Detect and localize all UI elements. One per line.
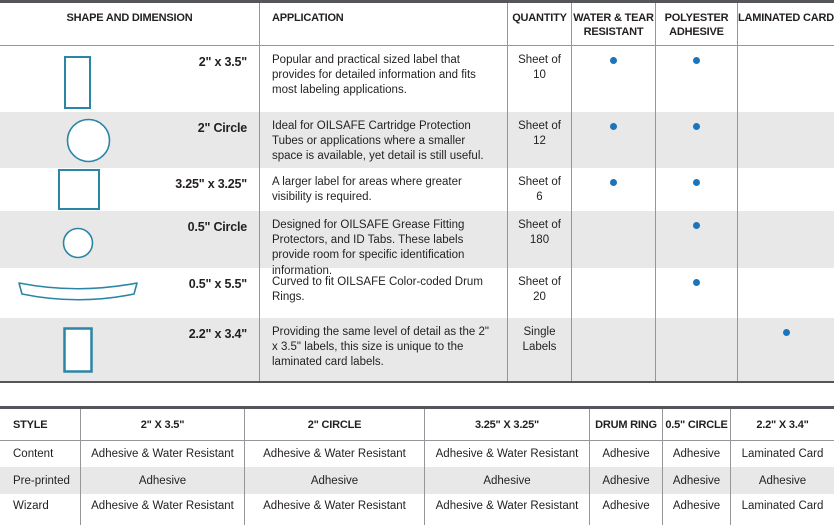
square-label-icon [58, 169, 100, 210]
style-value: Adhesive [590, 467, 663, 494]
style-value: Laminated Card [741, 500, 824, 512]
table-row [0, 211, 834, 277]
curved-band-label-icon [16, 278, 140, 306]
spec-table-header-row [0, 3, 834, 46]
application-text: Providing the same level of detail as the 2" x 3.5" labels, this size is unique to the laminated card labels. [260, 318, 508, 381]
laminated-card-label-icon [63, 327, 93, 373]
polyester-cell [656, 112, 738, 168]
polyester-cell [656, 318, 738, 381]
style-value: Adhesive & Water Resistant [245, 494, 425, 525]
table-row [0, 268, 834, 318]
feature-dot [693, 279, 700, 286]
header-style: STYLE [0, 409, 81, 440]
style-value: Adhesive [425, 467, 590, 494]
shape-dimension-cell [0, 112, 260, 168]
feature-dot [693, 179, 700, 186]
header-shape-and-dimension: SHAPE AND DIMENSION [0, 3, 260, 45]
laminated-cell [738, 112, 834, 168]
feature-dot [693, 222, 700, 229]
table-row [0, 467, 834, 494]
header-water-tear-resistant: WATER & TEAR RESISTANT [572, 3, 656, 45]
application-text: Popular and practical sized label that provides for detailed information and fits most labeling applications. [260, 46, 508, 112]
table-row [0, 168, 834, 211]
table-row [0, 318, 834, 381]
feature-dot [610, 123, 617, 130]
header-laminated-card: LAMINATED CARD [738, 12, 834, 24]
laminated-cell [738, 268, 834, 318]
shape-dimension-cell [0, 268, 260, 318]
header-quantity: QUANTITY [508, 3, 572, 45]
header-2x35: 2" X 3.5" [81, 409, 245, 440]
quantity-text: Sheet of 10 [508, 46, 572, 112]
polyester-cell [656, 46, 738, 112]
style-value: Adhesive & Water Resistant [425, 441, 590, 467]
style-value: Laminated Card [741, 448, 824, 460]
dimension-label: 3.25" x 3.25" [175, 177, 247, 191]
dimension-label: 0.5" Circle [187, 220, 247, 234]
header-drum-ring: DRUM RING [590, 409, 663, 440]
polyester-cell [656, 168, 738, 211]
quantity-text: Sheet of 12 [508, 112, 572, 168]
application-text: Designed for OILSAFE Grease Fitting Protectors, and ID Tabs. These labels provide room for specific identification information. [260, 211, 508, 279]
shape-dimension-cell [0, 318, 260, 381]
quantity-text: Single Labels [508, 318, 572, 381]
header-22x34: 2.2" X 3.4" [756, 418, 809, 431]
water-tear-cell [572, 112, 656, 168]
feature-dot [783, 329, 790, 336]
table-row [0, 46, 834, 112]
dimension-label: 0.5" x 5.5" [188, 277, 247, 291]
application-text: Curved to fit OILSAFE Color-coded Drum Rings. [260, 268, 508, 318]
polyester-cell [656, 268, 738, 318]
style-value: Adhesive & Water Resistant [81, 441, 245, 467]
quantity-text: Sheet of 20 [508, 268, 572, 318]
dimension-label: 2" Circle [197, 121, 247, 135]
feature-dot [610, 179, 617, 186]
style-row-label: Content [0, 441, 81, 467]
style-value: Adhesive [663, 441, 731, 467]
style-value: Adhesive [81, 467, 245, 494]
style-value: Adhesive & Water Resistant [245, 441, 425, 467]
circle-label-icon [66, 118, 111, 163]
style-table [0, 406, 834, 525]
header-2circle: 2" CIRCLE [245, 409, 425, 440]
feature-dot [610, 57, 617, 64]
water-tear-cell [572, 318, 656, 381]
dimension-label: 2" x 3.5" [198, 55, 247, 69]
style-value: Adhesive [758, 474, 807, 487]
style-value: Adhesive [663, 467, 731, 494]
header-application: APPLICATION [260, 3, 508, 45]
table-row [0, 112, 834, 168]
style-value: Adhesive [590, 494, 663, 525]
laminated-cell [738, 46, 834, 112]
style-value: Adhesive & Water Resistant [81, 494, 245, 525]
style-row-label: Wizard [0, 494, 81, 525]
table-row [0, 441, 834, 467]
table-row [0, 494, 834, 525]
quantity-text: Sheet of 180 [508, 211, 572, 279]
rectangle-label-icon [64, 56, 91, 109]
water-tear-cell [572, 168, 656, 211]
feature-dot [693, 57, 700, 64]
shape-dimension-cell [0, 168, 260, 211]
style-value: Adhesive & Water Resistant [425, 494, 590, 525]
quantity-text: Sheet of 6 [508, 168, 572, 211]
feature-dot [693, 123, 700, 130]
style-row-label: Pre-printed [0, 467, 81, 494]
style-value: Adhesive [590, 441, 663, 467]
laminated-cell [738, 168, 834, 211]
header-325x325: 3.25" X 3.25" [425, 409, 590, 440]
style-value: Adhesive [245, 467, 425, 494]
style-value: Adhesive [663, 494, 731, 525]
small-circle-label-icon [62, 227, 94, 259]
header-05circle: 0.5" CIRCLE [663, 409, 731, 440]
shape-dimension-cell [0, 46, 260, 112]
style-table-header-row [0, 409, 834, 441]
water-tear-cell [572, 46, 656, 112]
application-text: Ideal for OILSAFE Cartridge Protection Tubes or applications where a smaller space is available, yet detail is still useful. [260, 112, 508, 168]
water-tear-cell [572, 268, 656, 318]
header-polyester-adhesive: POLYESTER ADHESIVE [656, 3, 738, 45]
laminated-cell [738, 318, 834, 381]
dimension-label: 2.2" x 3.4" [188, 327, 247, 341]
application-text: A larger label for areas where greater visibility is required. [260, 168, 508, 211]
